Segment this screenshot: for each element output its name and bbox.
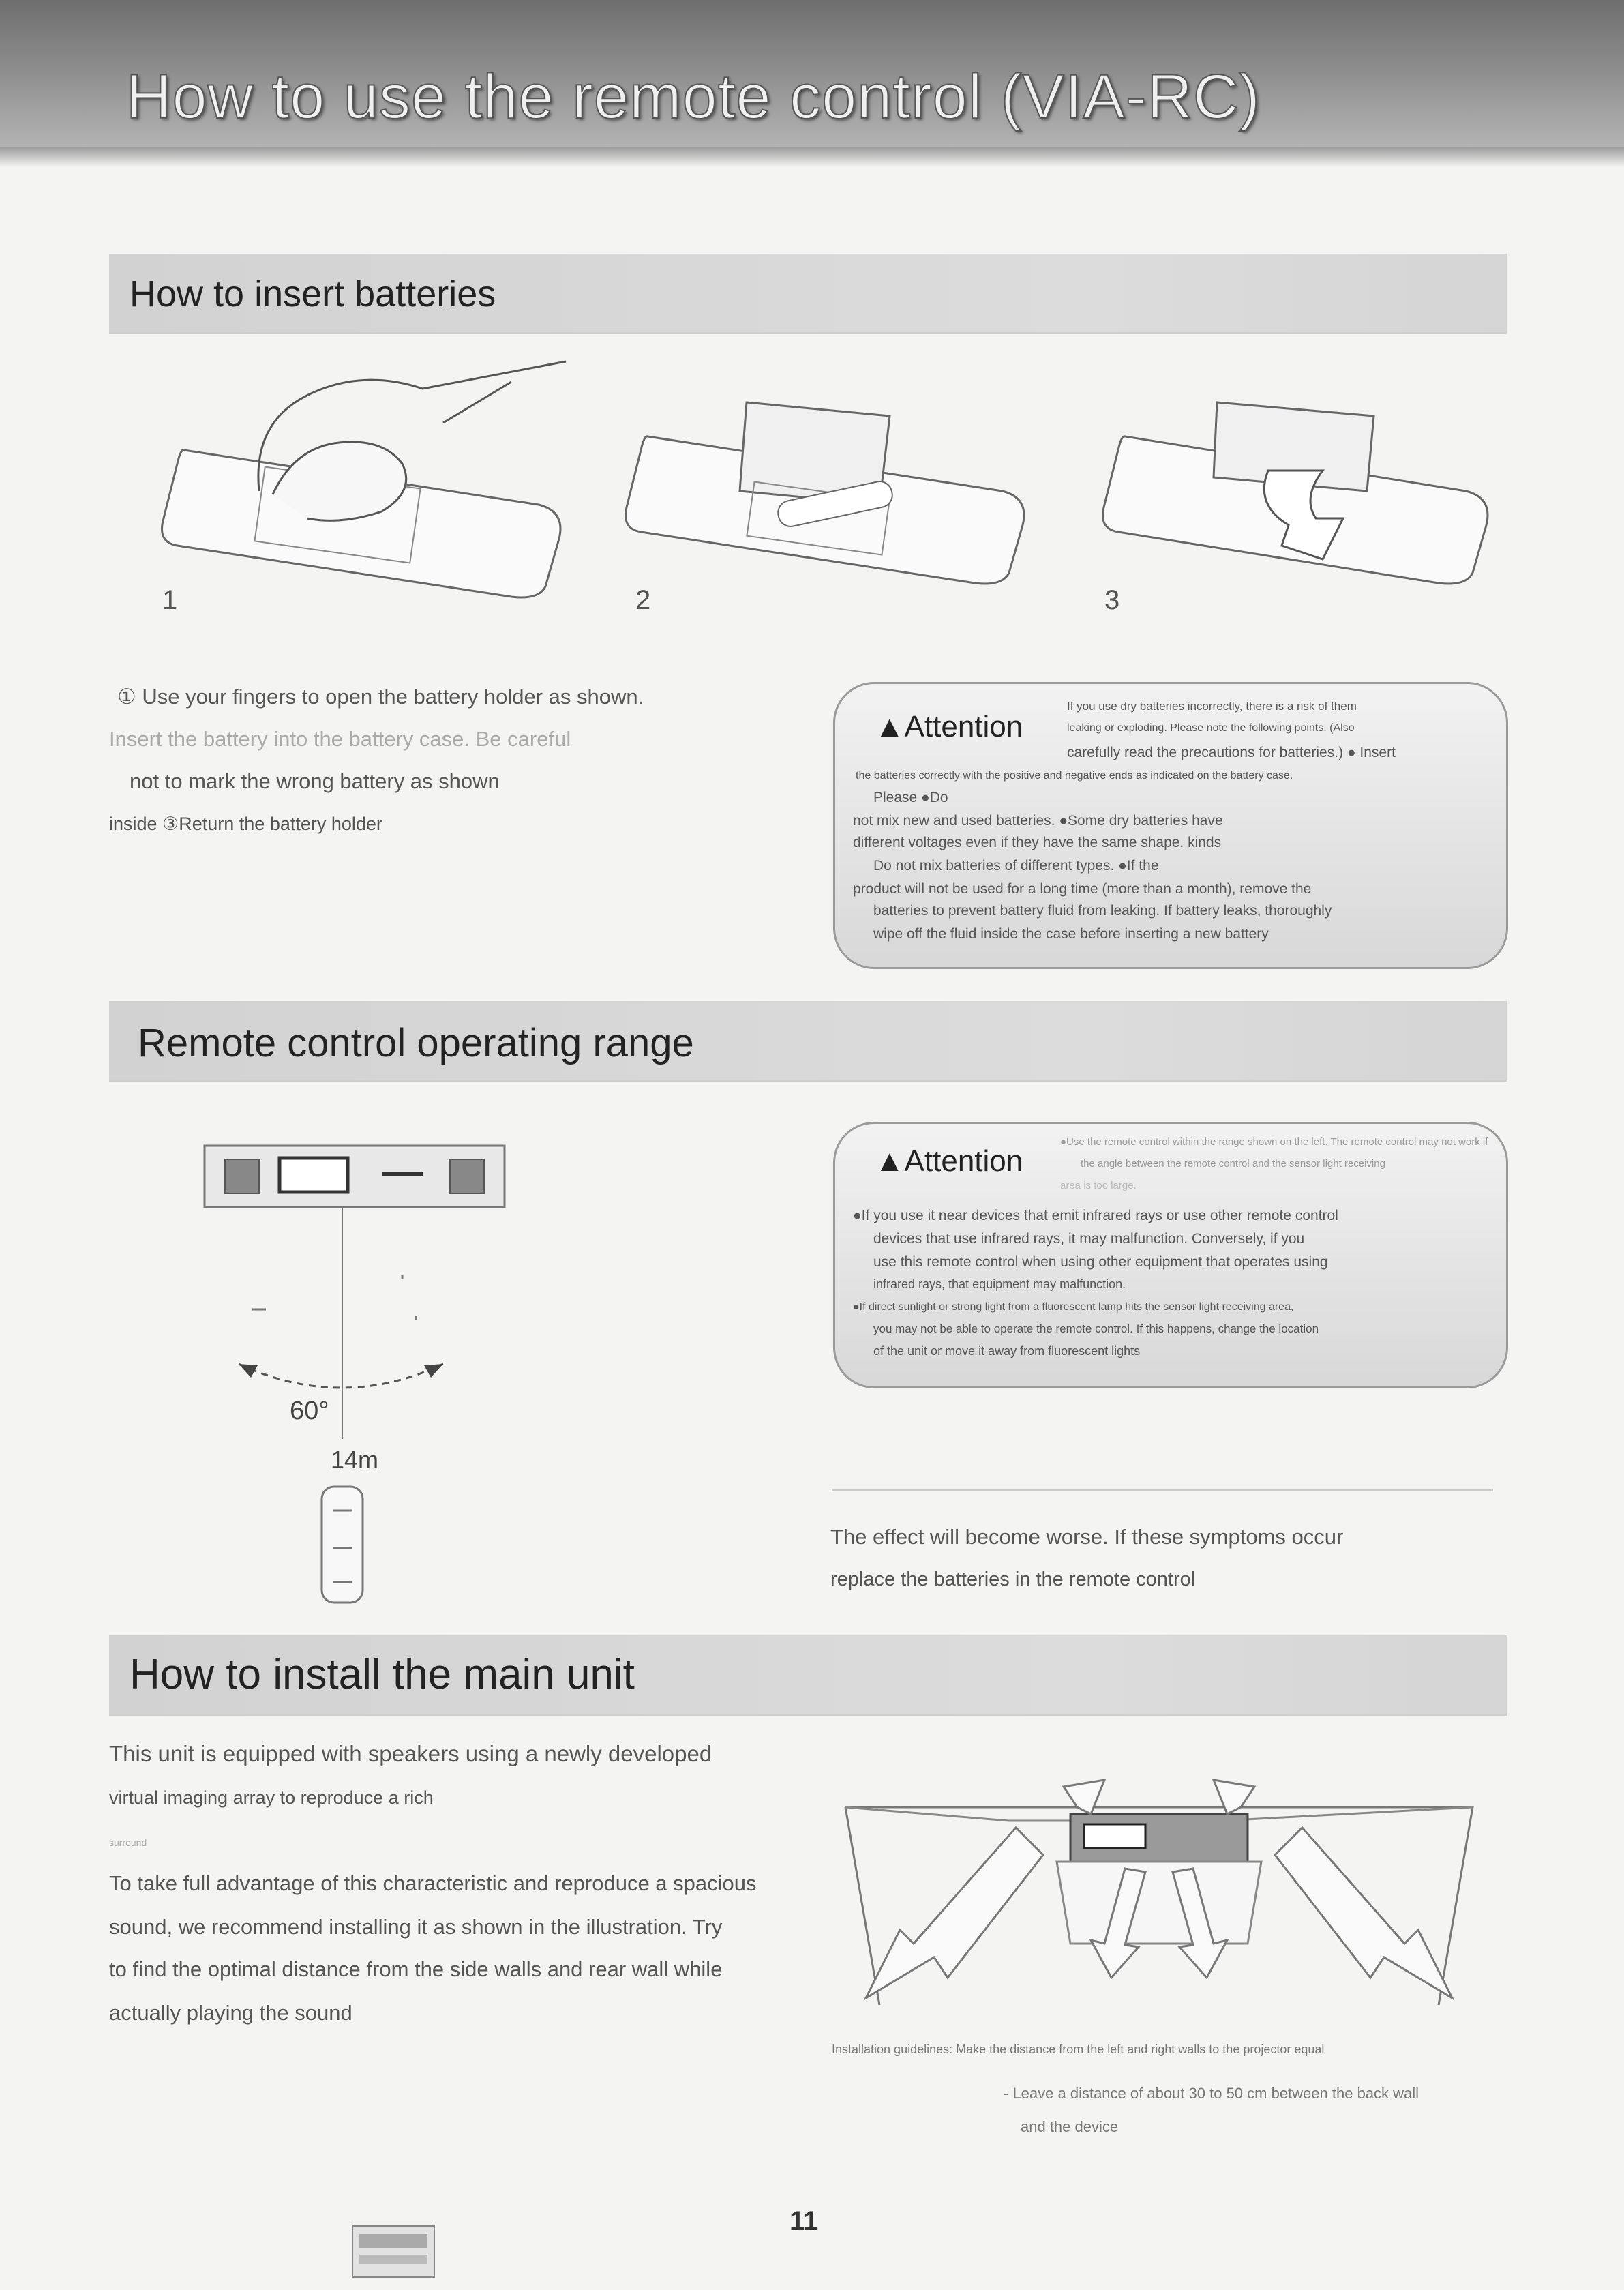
install-body-line-3: to find the optimal distance from the side walls and rear wall while <box>109 1957 723 1981</box>
attention-range-header-3: area is too large. <box>1060 1180 1137 1191</box>
section-header-batteries <box>109 254 1507 334</box>
install-caption-2: - Leave a distance of about 30 to 50 cm between the back wall <box>1004 2085 1419 2102</box>
section-title-install: How to install the main unit <box>130 1651 635 1698</box>
install-caption-3: and the device <box>1021 2118 1119 2135</box>
attention-box-range <box>833 1122 1508 1388</box>
attention-batteries-line-9: product will not be used for a long time (more than a month), remove the <box>853 881 1312 897</box>
attention-batteries-line-6: not mix new and used batteries. ●Some dry batteries have <box>853 813 1223 829</box>
attention-range-line-5: ●If direct sunlight or strong light from a fluorescent lamp hits the sensor light receiving area, <box>853 1301 1294 1313</box>
attention-range-line-3: use this remote control when using other equipment that operates using <box>873 1254 1328 1270</box>
page-title: How to use the remote control (VIA-RC) <box>126 62 1261 132</box>
attention-batteries-line-10: batteries to prevent battery fluid from leaking. If battery leaks, thoroughly <box>873 903 1332 919</box>
installation-diagram <box>839 1773 1493 2019</box>
attention-batteries-line-3: carefully read the precautions for batteries.) ● Insert <box>1067 745 1396 760</box>
section-title-batteries: How to insert batteries <box>130 273 496 314</box>
battery-instruction-2: Insert the battery into the battery case. Be careful <box>109 727 571 751</box>
battery-illustration-3 <box>1098 389 1507 607</box>
section-header-install <box>109 1635 1507 1716</box>
section-header-range <box>109 1001 1507 1082</box>
attention-batteries-line-8: Do not mix batteries of different types. ●If the <box>873 858 1159 874</box>
step-number-1: 1 <box>162 585 178 615</box>
angle-label: 60° <box>290 1397 329 1425</box>
footer-logo-icon <box>351 2225 436 2279</box>
battery-instruction-3: not to mark the wrong battery as shown <box>130 769 500 793</box>
battery-illustration-1 <box>157 348 580 607</box>
battery-instruction-1: ① Use your fingers to open the battery holder as shown. <box>117 685 644 709</box>
attention-batteries-line-5: Please ●Do <box>873 790 948 805</box>
distance-label: 14m <box>331 1446 379 1474</box>
attention-range-line-4: infrared rays, that equipment may malfunction. <box>873 1277 1126 1291</box>
attention-range-line-2: devices that use infrared rays, it may malfunction. Conversely, if you <box>873 1231 1305 1247</box>
step-number-2: 2 <box>635 585 651 615</box>
effect-text-line-2: replace the batteries in the remote control <box>830 1568 1196 1590</box>
attention-batteries-line-11: wipe off the fluid inside the case before inserting a new battery <box>873 926 1269 942</box>
attention-title-batteries: ▲Attention <box>875 710 1023 743</box>
attention-batteries-line-7: different voltages even if they have the same shape. kinds <box>853 835 1222 850</box>
install-body-line-4: actually playing the sound <box>109 2001 352 2025</box>
operating-range-diagram <box>198 1139 525 1616</box>
divider-rule <box>832 1489 1493 1491</box>
install-body-line-2: sound, we recommend installing it as shown in the illustration. Try <box>109 1915 723 1939</box>
section-title-range: Remote control operating range <box>138 1021 694 1065</box>
attention-range-header-1: ●Use the remote control within the range shown on the left. The remote control may not work if <box>1060 1136 1488 1148</box>
step-number-3: 3 <box>1104 585 1120 615</box>
attention-range-line-1: ●If you use it near devices that emit infrared rays or use other remote control <box>853 1208 1338 1223</box>
install-faint-word: surround <box>109 1837 147 1848</box>
effect-text-line-1: The effect will become worse. If these symptoms occur <box>830 1525 1344 1549</box>
battery-illustration-2 <box>620 389 1043 607</box>
attention-batteries-line-4: the batteries correctly with the positive and negative ends as indicated on the battery case. <box>856 770 1293 782</box>
header-banner-edge <box>0 147 1624 167</box>
attention-batteries-line-1: If you use dry batteries incorrectly, there is a risk of them <box>1067 700 1357 713</box>
install-body-line-1: To take full advantage of this characteristic and reproduce a spacious <box>109 1871 757 1895</box>
attention-box-batteries <box>833 682 1508 969</box>
install-intro-line-1: This unit is equipped with speakers using a newly developed <box>109 1741 712 1766</box>
attention-title-range: ▲Attention <box>875 1144 1023 1178</box>
attention-range-line-7: of the unit or move it away from fluorescent lights <box>873 1344 1141 1358</box>
page-number: 11 <box>790 2206 819 2236</box>
attention-range-header-2: the angle between the remote control and the sensor light receiving <box>1081 1158 1385 1170</box>
battery-instruction-4: inside ③Return the battery holder <box>109 814 382 834</box>
install-intro-line-2: virtual imaging array to reproduce a rich <box>109 1787 434 1808</box>
install-caption-1: Installation guidelines: Make the distance from the left and right walls to the projector equal <box>832 2042 1325 2056</box>
attention-range-line-6: you may not be able to operate the remote control. If this happens, change the location <box>873 1322 1319 1335</box>
attention-batteries-line-2: leaking or exploding. Please note the following points. (Also <box>1067 722 1355 734</box>
